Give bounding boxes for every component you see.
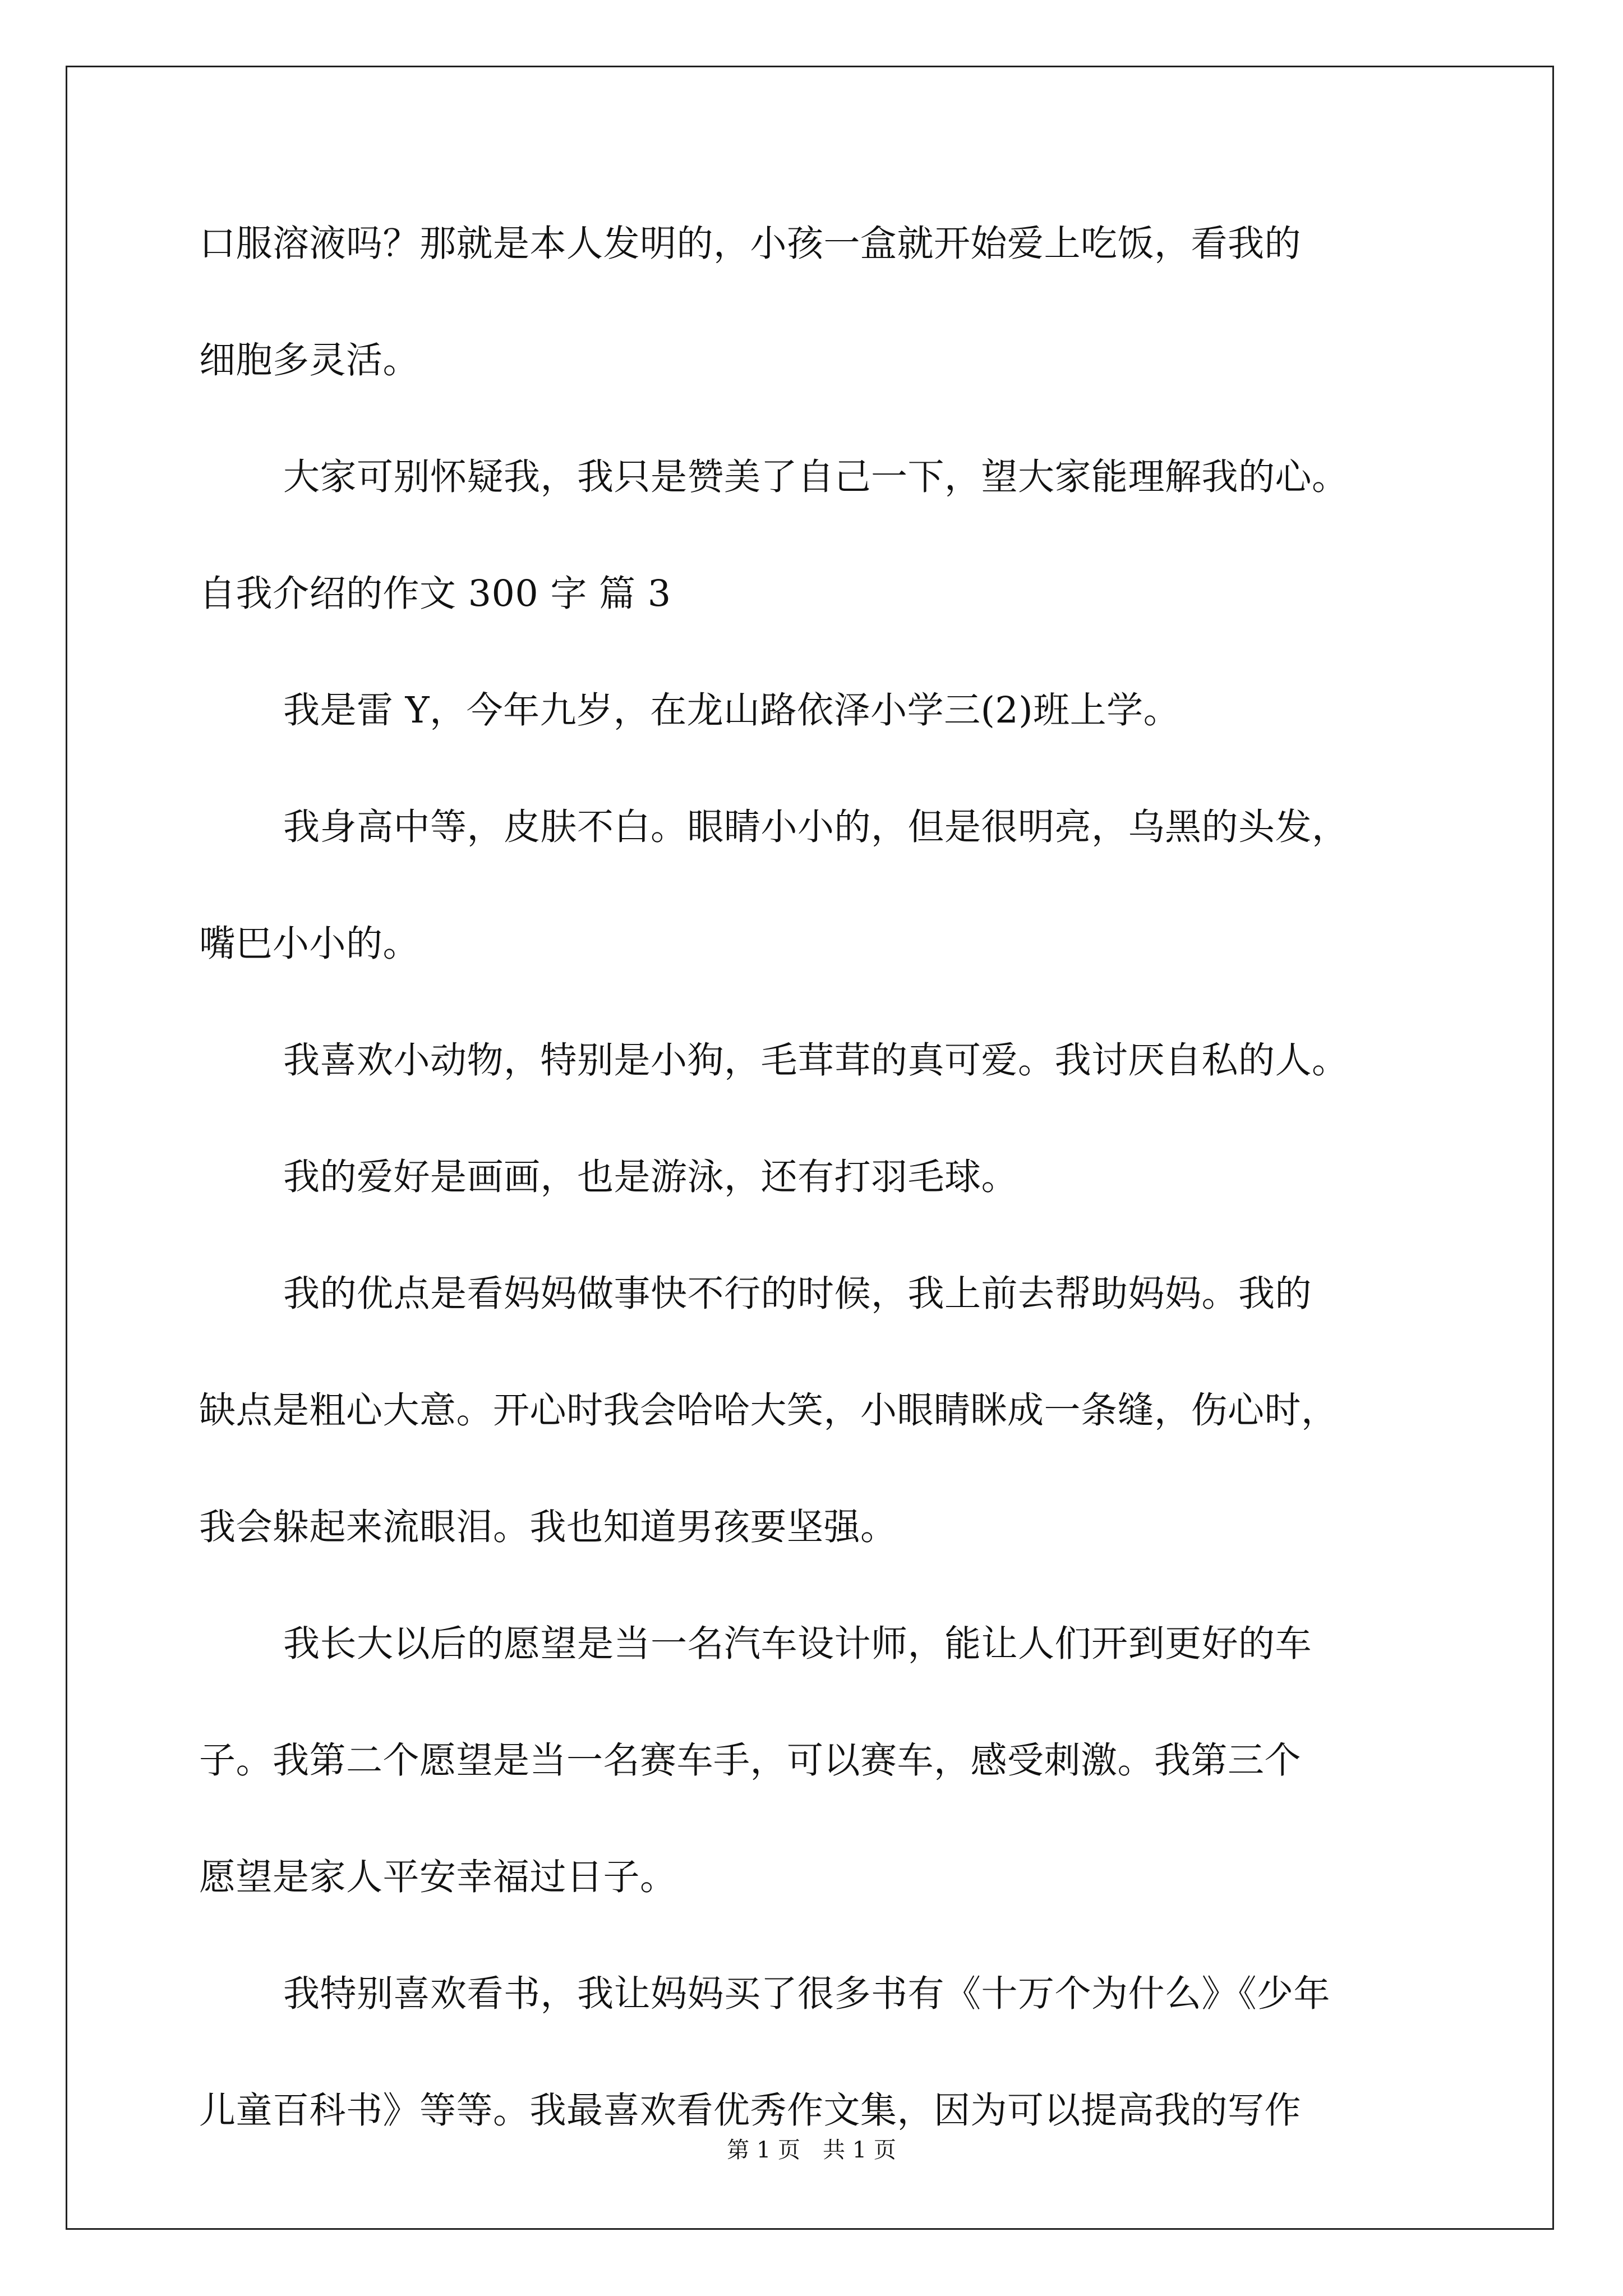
page-footer [0,2136,1623,2164]
text-line: 细胞多灵活。 [199,339,420,381]
text-line: 缺点是粗心大意。开心时我会哈哈大笑，小眼睛眯成一条缝，伤心时， [199,1389,1338,1432]
text-line: 子。我第二个愿望是当一名赛车手，可以赛车，感受刺激。我第三个 [199,1740,1302,1782]
text-line: 我的优点是看妈妈做事快不行的时候，我上前去帮助妈妈。我的 [283,1273,1312,1315]
text-line: 我会躲起来流眼泪。我也知道男孩要坚强。 [199,1506,897,1548]
text-line: 我长大以后的愿望是当一名汽车设计师，能让人们开到更好的车 [283,1623,1312,1665]
text-line: 我是雷 Y，今年九岁，在龙山路依泽小学三(2)班上学。 [283,689,1181,731]
page-border [66,66,1554,2230]
page-number: 第 1 页 [727,2137,800,2163]
text-line: 大家可别怀疑我，我只是赞美了自己一下，望大家能理解我的心。 [283,456,1349,498]
section-heading: 自我介绍的作文 300 字 篇 3 [199,573,671,615]
text-line: 口服溶液吗？那就是本人发明的，小孩一盒就开始爱上吃饭，看我的 [199,223,1302,265]
page-total: 共 1 页 [823,2137,896,2163]
text-line: 我的爱好是画画，也是游泳，还有打羽毛球。 [283,1156,1018,1198]
text-line: 我身高中等，皮肤不白。眼睛小小的，但是很明亮，乌黑的头发， [283,806,1349,848]
text-line: 儿童百科书》等等。我最喜欢看优秀作文集，因为可以提高我的写作 [199,2090,1302,2132]
text-line: 我特别喜欢看书，我让妈妈买了很多书有《十万个为什么》《少年 [283,1973,1331,2015]
text-line: 嘴巴小小的。 [199,923,420,965]
text-line: 我喜欢小动物，特别是小狗，毛茸茸的真可爱。我讨厌自私的人。 [283,1039,1349,1082]
text-line: 愿望是家人平安幸福过日子。 [199,1856,677,1898]
